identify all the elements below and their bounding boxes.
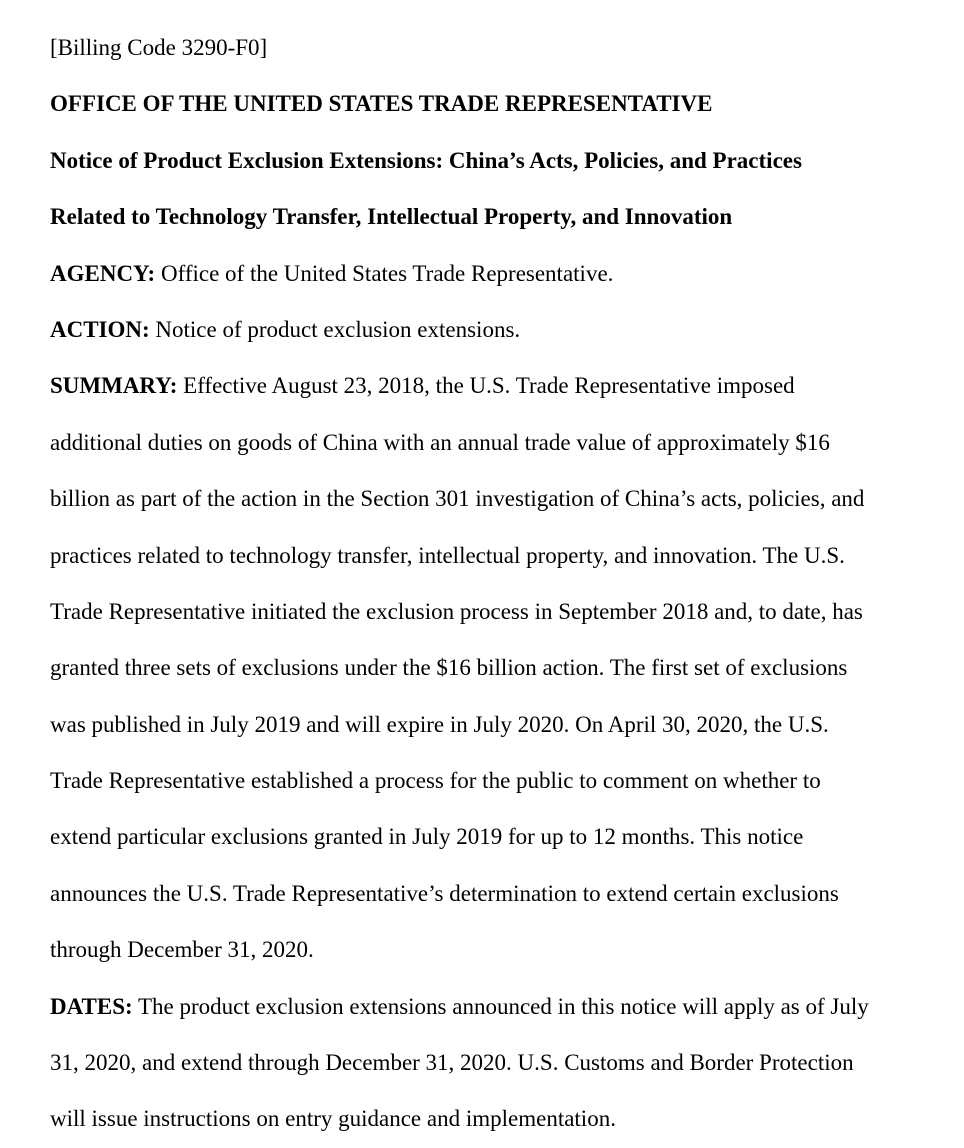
action-text: Notice of product exclusion extensions. [155,316,521,342]
dates-line: 31, 2020, and extend through December 31, 2020. U.S. Customs and Border Protection [50,1050,854,1076]
notice-title-line-1: Notice of Product Exclusion Extensions: China’s Acts, Policies, and Practices [50,147,802,173]
summary-line: practices related to technology transfer, intellectual property, and innovation. The U.S. [50,542,845,568]
summary-text: Effective August 23, 2018, the U.S. Trade Representative imposed [183,373,795,399]
summary-line: billion as part of the action in the Section 301 investigation of China’s acts, policies, and [50,486,865,512]
action-section [50,302,934,358]
summary-line [50,358,934,414]
dates-line: will issue instructions on entry guidance and implementation. [50,1106,616,1132]
summary-line: Trade Representative established a process for the public to comment on whether to [50,768,821,794]
summary-line: granted three sets of exclusions under the $16 billion action. The first set of exclusions [50,655,848,681]
summary-line: was published in July 2019 and will expire in July 2020. On April 30, 2020, the U.S. [50,711,829,737]
summary-label: SUMMARY: [50,373,178,399]
billing-code: [Billing Code 3290-F0] [50,35,268,60]
dates-section [50,979,934,1148]
notice-title-line-2: Related to Technology Transfer, Intellectual Property, and Innovation [50,204,733,230]
summary-section [50,358,934,978]
summary-line: Trade Representative initiated the exclusion process in September 2018 and, to date, has [50,598,863,624]
summary-line: announces the U.S. Trade Representative’s determination to extend certain exclusions [50,880,839,906]
office-heading: OFFICE OF THE UNITED STATES TRADE REPRESENTATIVE [50,91,713,117]
dates-text: The product exclusion extensions announced in this notice will apply as of July [138,993,869,1019]
agency-section [50,246,934,302]
summary-line: extend particular exclusions granted in July 2019 for up to 12 months. This notice [50,824,804,850]
agency-label: AGENCY: [50,260,156,286]
dates-label: DATES: [50,993,133,1019]
agency-text: Office of the United States Trade Representative. [160,260,614,286]
summary-line: additional duties on goods of China with an annual trade value of approximately $16 [50,429,830,455]
summary-line: through December 31, 2020. [50,937,314,963]
action-label: ACTION: [50,316,150,342]
document-page [50,20,934,1148]
dates-line [50,979,934,1035]
